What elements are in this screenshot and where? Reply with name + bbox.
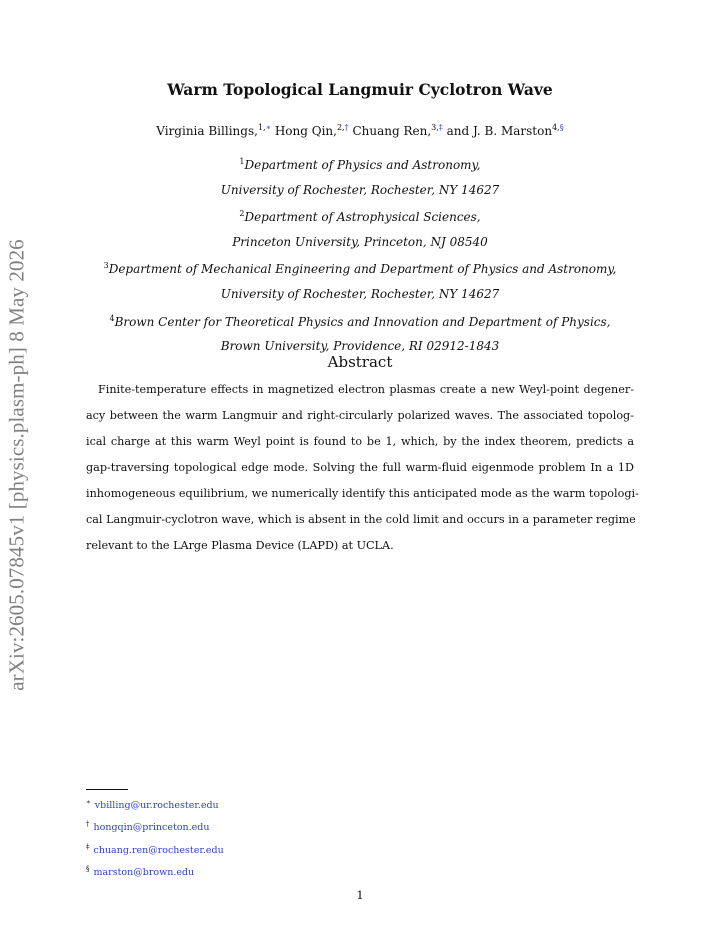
footnote-divider — [86, 789, 128, 790]
abstract-line: gap-traversing topological edge mode. Solving the full warm-fluid eigenmode problem In a 1D — [86, 461, 634, 474]
abstract-line: inhomogeneous equilibrium, we numerically identify this anticipated mode as the warm topologi- — [86, 487, 639, 500]
affiliation-line: Princeton University, Princeton, NJ 08540 — [232, 234, 488, 249]
footnote-mark: § — [86, 864, 90, 873]
abstract-line: Finite-temperature effects in magnetized electron plasmas create a new Weyl-point degener- — [98, 383, 634, 396]
author-affiliation: 1, — [257, 123, 266, 132]
abstract-line: ical charge at this warm Weyl point is found to be 1, which, by the index theorem, predicts a — [86, 435, 634, 448]
author-affiliation: 2, — [336, 123, 345, 132]
arxiv-stamp-text: arXiv:2605.07845v1 [physics.plasm-ph] 8 May 2026 — [4, 239, 29, 691]
affiliation-line: University of Rochester, Rochester, NY 14627 — [220, 286, 500, 301]
page-number: 1 — [356, 888, 364, 902]
footnote-item — [86, 793, 224, 815]
footnote-link[interactable]: ‡ — [438, 123, 443, 132]
abstract-line: relevant to the LArge Plasma Device (LAPD) at UCLA. — [86, 539, 394, 552]
footnote-mark: † — [86, 820, 90, 829]
abstract-line: cal Langmuir-cyclotron wave, which is absent in the cold limit and occurs in a parameter regime — [86, 513, 636, 526]
email-link[interactable]: marston@brown.edu — [93, 866, 195, 878]
author-name: and J. B. Marston — [446, 124, 553, 138]
affiliation-line: $^3$Department of Mechanical Engineering and Department of Physics and Astronomy, — [103, 261, 617, 277]
affiliation-line: $^1$Department of Physics and Astronomy, — [239, 157, 481, 172]
footnote-item — [86, 838, 224, 860]
affiliation-line: $^4$Brown Center for Theoretical Physics and Innovation and Department of Physics, — [109, 313, 611, 329]
footnote-link[interactable]: † — [344, 123, 349, 132]
footnote-link[interactable]: § — [559, 123, 564, 132]
author-name: Virginia Billings, — [156, 124, 258, 138]
paper-title: Warm Topological Langmuir Cyclotron Wave — [167, 80, 553, 99]
footnote-item — [86, 815, 224, 837]
footnote-item — [86, 860, 224, 882]
affiliation-line: Brown University, Providence, RI 02912-1843 — [220, 339, 500, 354]
abstract-body — [86, 377, 639, 559]
email-link[interactable]: hongqin@princeton.edu — [93, 822, 210, 834]
footnote-mark: ∗ — [86, 798, 91, 806]
email-link[interactable]: vbilling@ur.rochester.edu — [94, 800, 219, 811]
affiliations — [0, 150, 720, 359]
abstract-heading: Abstract — [327, 353, 393, 371]
author-affiliation: 3, — [431, 123, 439, 132]
affiliation-line: $^2$Department of Astrophysical Sciences, — [239, 209, 481, 225]
author-name: Chuang Ren, — [352, 124, 432, 138]
author-affiliation: 4, — [552, 123, 560, 132]
author-name: Hong Qin, — [274, 124, 337, 138]
abstract-line: acy between the warm Langmuir and right-circularly polarized waves. The associated topolog- — [86, 409, 634, 422]
affiliation-line: University of Rochester, Rochester, NY 14627 — [220, 182, 500, 197]
footnotes — [86, 793, 224, 882]
footnote-mark: ‡ — [86, 842, 90, 851]
footnote-link[interactable]: ∗ — [265, 123, 271, 132]
author-list — [0, 123, 720, 138]
email-link[interactable]: chuang.ren@rochester.edu — [93, 844, 224, 856]
